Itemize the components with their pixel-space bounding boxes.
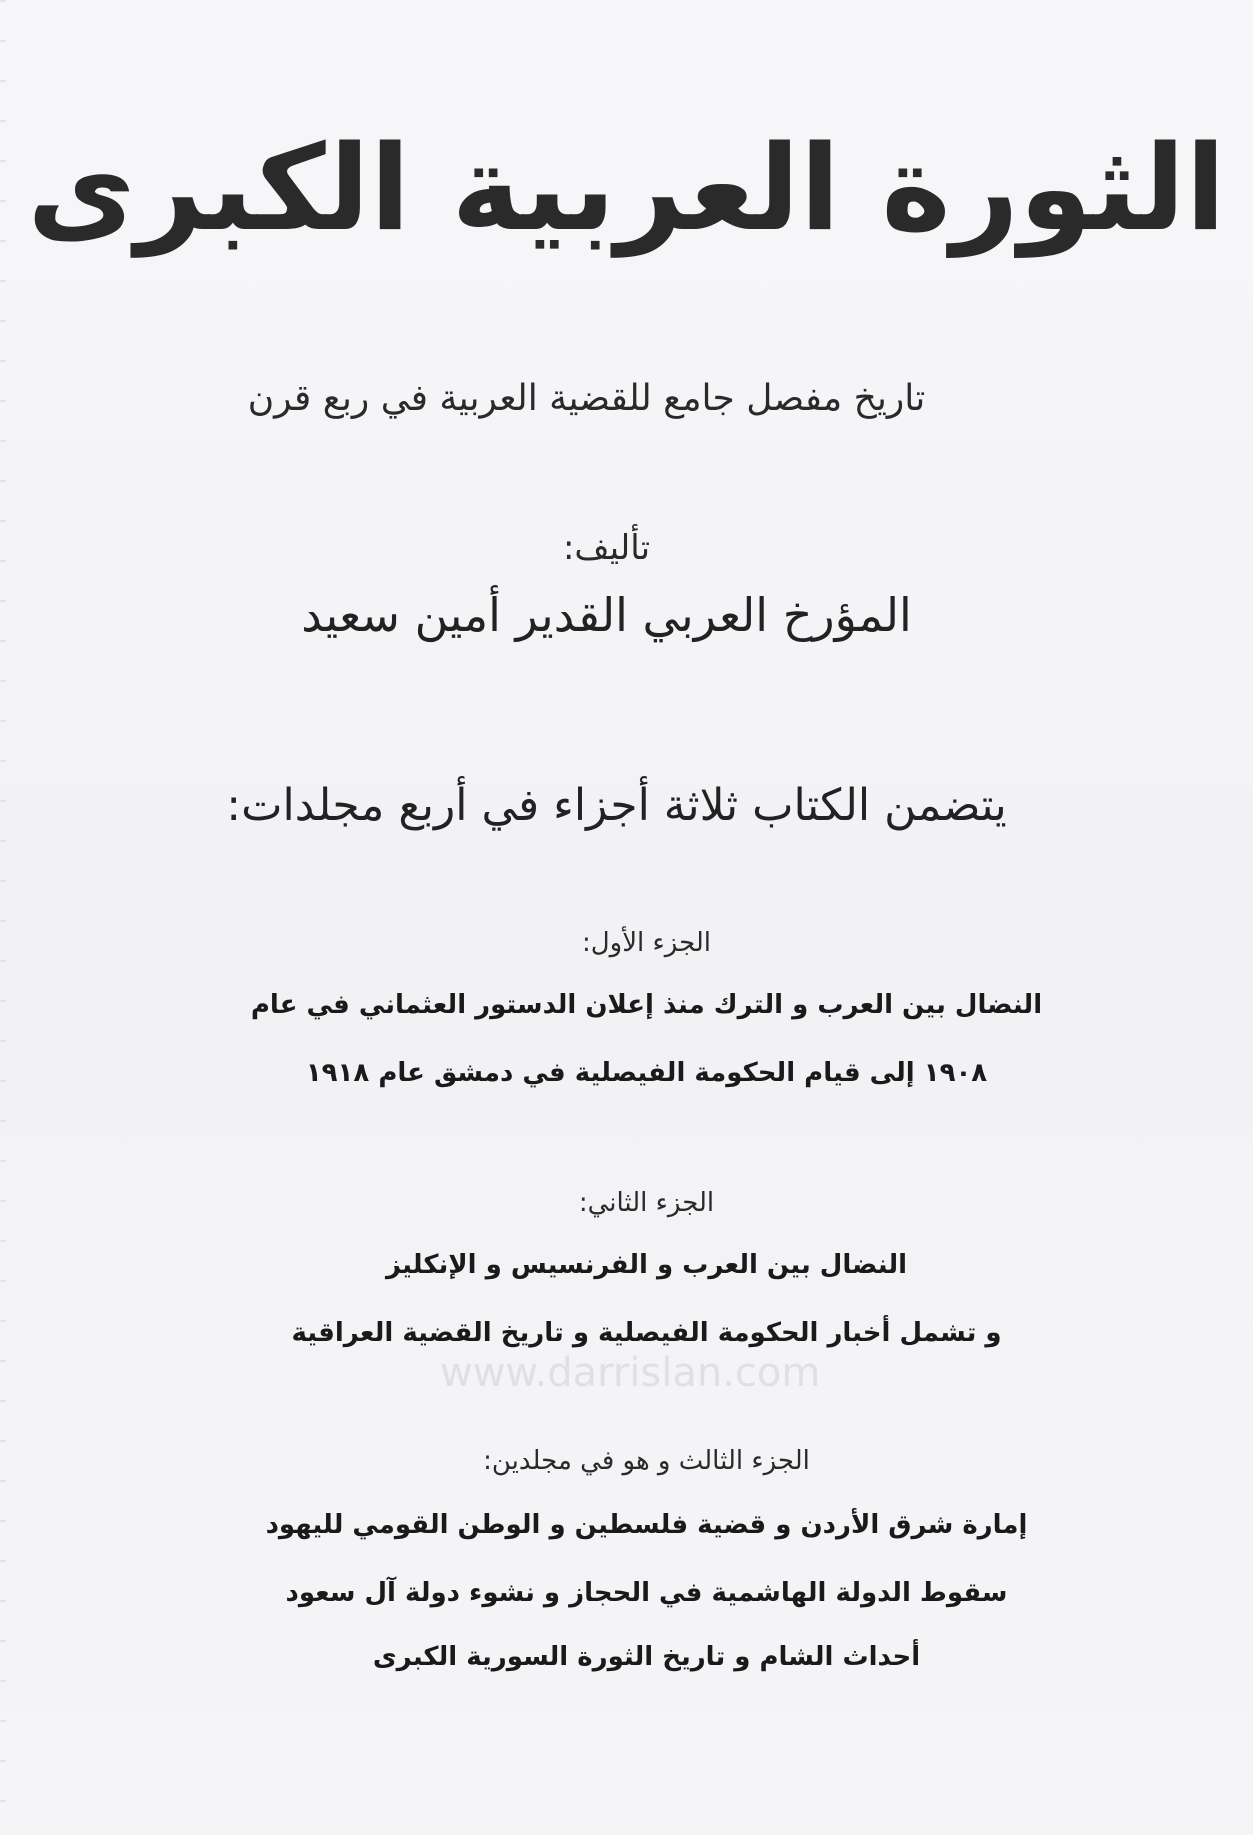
part-3-line-1: إمارة شرق الأردن و قضية فلسطين و الوطن القومي لليهود bbox=[265, 1510, 1028, 1540]
part-2-heading: الجزء الثاني: bbox=[578, 1188, 715, 1218]
book-title: الثورة العربية الكبرى bbox=[27, 119, 1226, 257]
part-3-heading: الجزء الثالث و هو في مجلدين: bbox=[483, 1446, 810, 1476]
author-label: تأليف: bbox=[562, 528, 651, 568]
bleed-through-url: www.darrislan.com bbox=[440, 1350, 821, 1396]
book-subtitle: تاريخ مفصل جامع للقضية العربية في ربع قرن bbox=[247, 378, 926, 419]
part-1-heading: الجزء الأول: bbox=[581, 928, 712, 958]
part-1-line-1: النضال بين العرب و الترك منذ إعلان الدستور العثماني في عام bbox=[250, 990, 1043, 1020]
part-2-line-1: النضال بين العرب و الفرنسيس و الإنكليز bbox=[386, 1250, 907, 1280]
part-3-line-2: سقوط الدولة الهاشمية في الحجاز و نشوء دولة آل سعود bbox=[285, 1578, 1008, 1608]
author-name: المؤرخ العربي القدير أمين سعيد bbox=[301, 588, 912, 642]
scan-edge bbox=[0, 0, 6, 1835]
part-3-line-3: أحداث الشام و تاريخ الثورة السورية الكبرى bbox=[372, 1642, 921, 1672]
part-2-line-2: و تشمل أخبار الحكومة الفيصلية و تاريخ القضية العراقية bbox=[291, 1318, 1002, 1348]
book-contents-heading: يتضمن الكتاب ثلاثة أجزاء في أربع مجلدات: bbox=[226, 780, 1007, 831]
part-1-line-2: ١٩٠٨ إلى قيام الحكومة الفيصلية في دمشق عام ١٩١٨ bbox=[305, 1058, 988, 1088]
